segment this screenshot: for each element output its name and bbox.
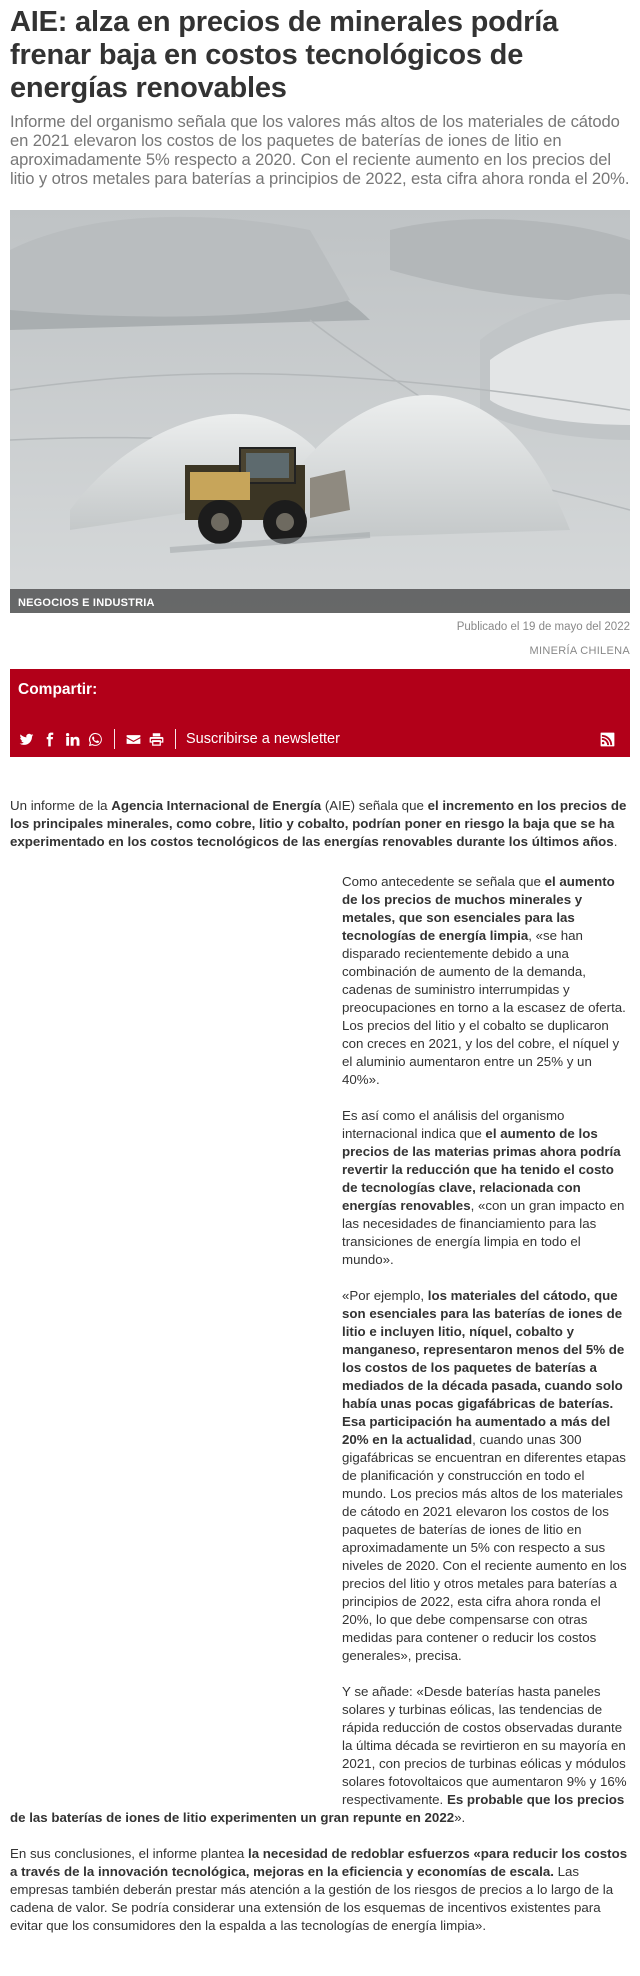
share-bar <box>10 669 630 757</box>
bold-text: el aumento de los precios de muchos minerales y metales, que son esenciales para las tecnologías de energía limpia <box>342 874 615 943</box>
text-run: En sus conclusiones, el informe plantea <box>10 1846 249 1861</box>
bold-text: Es probable que los precios de las baterías de iones de litio experimenten un gran repunte en 2022 <box>10 1792 625 1825</box>
paragraph <box>10 1845 630 1935</box>
ad-space <box>10 873 342 1793</box>
text-run: , «se han disparado recientemente debido a una combinación de aumento de la demanda, cadenas de suministro interrumpidas y preocupaciones en torno a la escasez de oferta. Los precios del litio y el cobalto se duplicaron con creces en 2021, y los del cobre, el níquel y el aluminio aumentaron entre un 25% y un 40%». <box>342 928 626 1087</box>
print-icon[interactable] <box>148 731 164 747</box>
linkedin-icon[interactable] <box>64 731 80 747</box>
share-actions <box>18 729 622 749</box>
category-label[interactable]: NEGOCIOS E INDUSTRIA <box>18 597 155 609</box>
text-run: Como antecedente se señala que <box>342 874 545 889</box>
article-title: AIE: alza en precios de minerales podría frenar baja en costos tecnológicos de energías renovables <box>10 6 559 104</box>
bold-text: la necesidad de redoblar esfuerzos «para reducir los costos a través de la innovación tecnológica, mejoras en la eficiencia y economías de escala. <box>10 1846 628 1879</box>
bold-text: el incremento en los precios de los principales minerales, como cobre, litio y cobalto, podrían poner en riesgo la baja que se ha experimentado en los costos tecnológicos de las energías renovables durante los últimos años <box>10 798 627 849</box>
source-label: MINERÍA CHILENA <box>529 645 630 657</box>
bold-text: los materiales del cátodo, que son esenciales para las baterías de iones de litio e incluyen litio, níquel, cobalto y manganeso, representaron menos del 5% de los costos de los paquetes de baterías a mediados de la década pasada, cuando solo había unas pocas gigafábricas de baterías. Esa participación ha aumentado a más del 20% en la actualidad <box>342 1288 625 1447</box>
newsletter-link[interactable]: Suscribirse a newsletter <box>186 731 340 747</box>
text-run: ». <box>454 1810 466 1825</box>
rss-icon[interactable] <box>599 731 615 747</box>
article-subtitle: Informe del organismo señala que los valores más altos de los materiales de cátodo en 2021 elevaron los costos de los paquetes de baterías de iones de litio en aproximadamente 5% respecto a 2020. Con el reciente aumento en los precios del litio y otros metales para baterías a principios de 2022, esta cifra ahora ronda el 20%. <box>10 112 630 188</box>
share-separator <box>175 729 176 749</box>
text-run: , cuando unas 300 gigafábricas se encuentran en diferentes etapas de planificación y construcción en todo el mundo. Los precios más altos de los materiales de cátodo en 2021 elevaron los costos de los paquetes de baterías de iones de litio en aproximadamente un 5% con respecto a sus niveles de 2020. Con el reciente aumento en los precios del litio y otros metales para baterías a principios de 2022, esta cifra ahora ronda el 20%, lo que debe compensarse con otras medidas para contener o reducir los costos generales», precisa. <box>342 1432 627 1663</box>
text-run: Es así como el análisis del organismo internacional indica que <box>342 1108 565 1141</box>
whatsapp-icon[interactable] <box>87 731 103 747</box>
text-run: (AIE) señala que <box>321 798 428 813</box>
share-label: Compartir: <box>18 681 98 698</box>
facebook-icon[interactable] <box>41 731 57 747</box>
hero-image[interactable] <box>10 210 630 613</box>
paragraph-intro <box>10 797 630 851</box>
mail-icon[interactable] <box>125 731 141 747</box>
text-run: , «con un gran impacto en las necesidades de financiamiento para las transiciones de energía limpia en todo el mundo». <box>342 1198 625 1267</box>
publish-date: Publicado el 19 de mayo del 2022 <box>456 621 630 633</box>
text-run: «Por ejemplo, <box>342 1288 428 1303</box>
bold-text: el aumento de los precios de las materias primas ahora podría revertir la reducción que ha tenido el costo de tecnologías clave, relacionada con energías renovables <box>342 1126 621 1213</box>
share-separator <box>114 729 115 749</box>
article-body <box>10 797 630 1935</box>
text-run: Un informe de la <box>10 798 112 813</box>
mining-loader-photo <box>10 210 630 613</box>
twitter-icon[interactable] <box>18 731 34 747</box>
bold-text: Agencia Internacional de Energía <box>111 798 322 813</box>
text-run: Y se añade: «Desde baterías hasta paneles solares y turbinas eólicas, las tendencias de rápida reducción de costos observadas durante la última década se revirtieron en su mayoría en 2021, con precios de turbinas eólicas y módulos solares fotovoltaicos que aumentaron 9% y 16% respectivamente. <box>342 1684 627 1807</box>
text-run: Las empresas también deberán prestar más atención a la gestión de los riesgos de precios a lo largo de la cadena de valor. Se podría considerar una extensión de los esquemas de incentivos existentes para evitar que los consumidores den la espalda a las tecnologías de energía limpia». <box>10 1864 614 1933</box>
text-run: . <box>613 834 618 849</box>
